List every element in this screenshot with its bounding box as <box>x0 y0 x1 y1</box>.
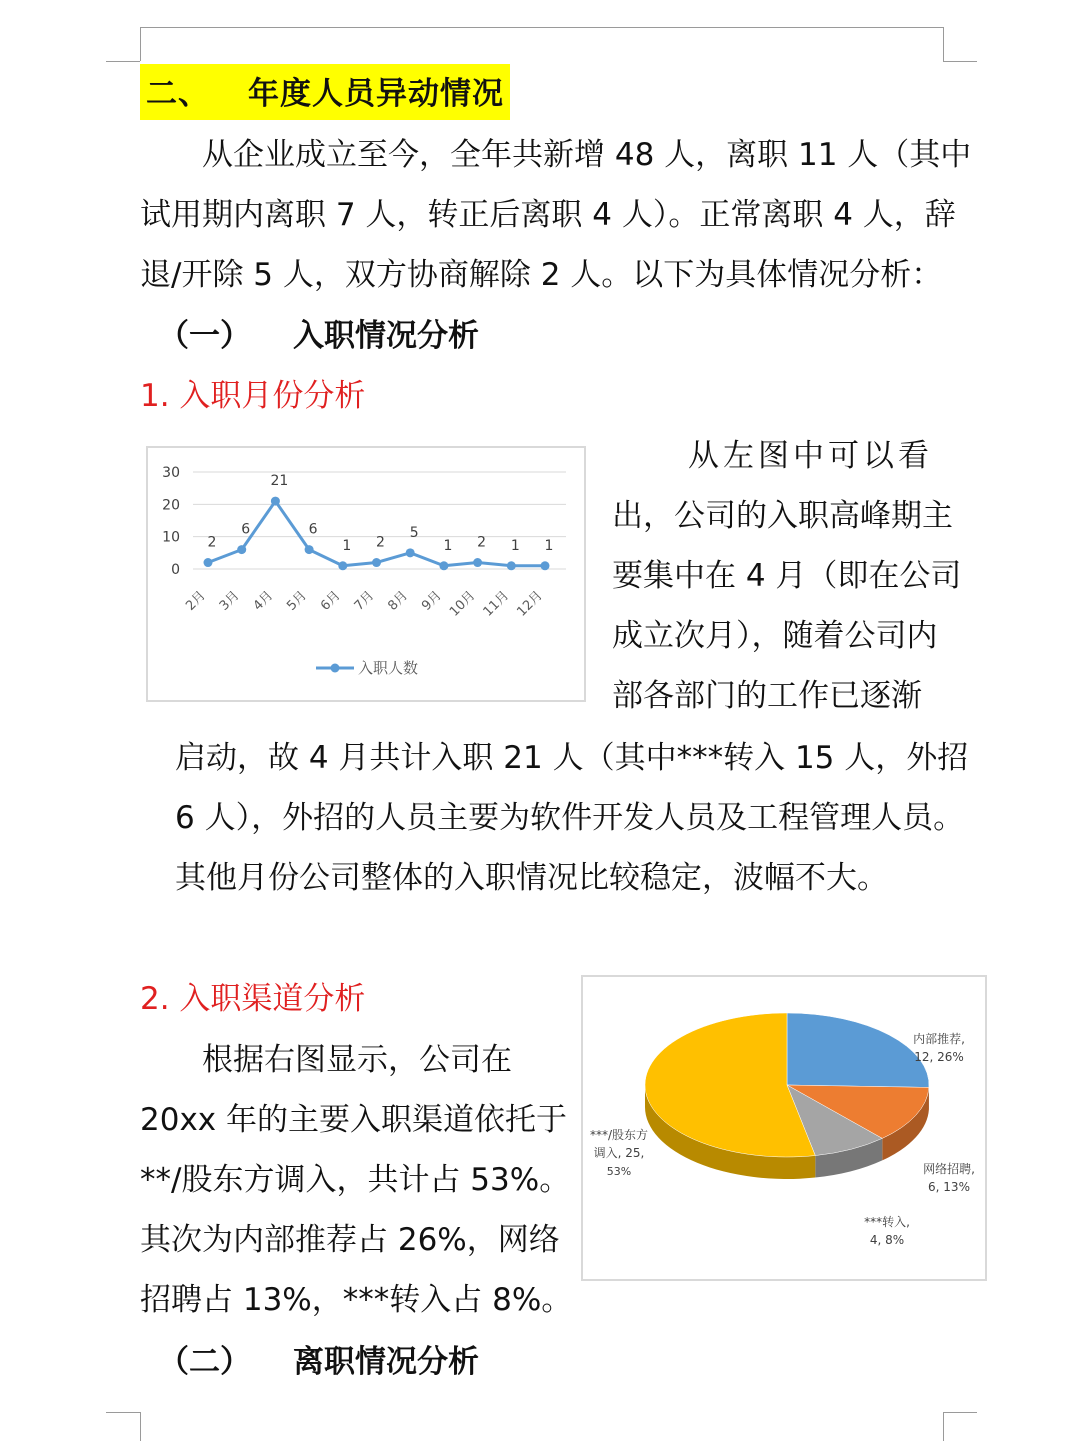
corner-mark <box>140 27 141 61</box>
pie-label: ***/股东方 <box>589 1128 649 1142</box>
side-line: 成立次月），随着公司内 <box>612 618 938 654</box>
side-line: 根据右图显示，公司在 <box>202 1042 512 1078</box>
corner-mark <box>943 27 944 61</box>
legend-label: 入职人数 <box>358 659 419 677</box>
subsection-title: 离职情况分析 <box>293 1344 479 1380</box>
x-tick-label: 12月 <box>514 588 546 620</box>
data-point <box>271 497 280 506</box>
corner-mark <box>943 1412 977 1413</box>
series-line <box>208 501 545 566</box>
y-tick-label: 0 <box>171 562 180 578</box>
data-label: 2 <box>376 534 385 551</box>
corner-mark <box>140 27 944 28</box>
side-line: 要集中在 4 月（即在公司 <box>612 558 962 594</box>
side-line: **/股东方调入，共计占 53%。 <box>140 1162 571 1198</box>
data-point <box>372 558 381 567</box>
data-label: 5 <box>409 524 419 541</box>
body-line: 启动，故 4 月共计入职 21 人（其中***转入 15 人，外招 <box>175 740 969 776</box>
pie-label: 内部推荐, <box>913 1032 965 1046</box>
pie-label: 6, 13% <box>928 1180 970 1194</box>
data-label: 21 <box>270 473 289 490</box>
corner-mark <box>106 61 140 62</box>
subsection-number: （一） <box>158 318 251 354</box>
x-tick-label: 3月 <box>216 588 243 614</box>
x-tick-label: 4月 <box>250 588 277 614</box>
pie-label: 4, 8% <box>869 1233 905 1247</box>
data-label: 6 <box>241 521 251 538</box>
side-line: 招聘占 13%，***转入占 8%。 <box>140 1282 573 1318</box>
x-tick-label: 8月 <box>385 588 412 614</box>
pie-label: 调入, 25, <box>593 1146 645 1160</box>
data-label: 1 <box>510 537 520 554</box>
line-chart-svg <box>148 448 584 700</box>
subsection-heading <box>158 1332 479 1392</box>
intro-paragraph <box>140 125 972 305</box>
data-point <box>406 548 415 557</box>
data-point <box>541 561 550 570</box>
side-line: 20xx 年的主要入职渠道依托于 <box>140 1102 567 1138</box>
pie-label: 网络招聘, <box>923 1162 975 1176</box>
body-line: 其他月份公司整体的入职情况比较稳定，波幅不大。 <box>175 860 888 896</box>
x-tick-label: 10月 <box>446 588 479 620</box>
hiring-channel-chart <box>581 975 987 1281</box>
side-line: 从左图中可以看 <box>688 438 933 474</box>
subsection-number: （二） <box>158 1344 251 1380</box>
data-point <box>439 561 448 570</box>
pie-label: ***转入, <box>864 1215 910 1229</box>
data-label: 2 <box>207 534 217 551</box>
subsection-title: 入职情况分析 <box>293 318 479 354</box>
corner-mark <box>140 1412 141 1441</box>
body-paragraph-1 <box>175 728 969 908</box>
x-tick-label: 2月 <box>183 588 209 614</box>
corner-mark <box>943 61 977 62</box>
x-tick-label: 11月 <box>480 588 513 620</box>
data-point <box>338 561 347 570</box>
heading-title: 年度人员异动情况 <box>248 76 504 112</box>
side-paragraph-2 <box>140 1030 580 1330</box>
pie-label: 12, 26% <box>914 1050 964 1064</box>
body-line: 6 人），外招的人员主要为软件开发人员及工程管理人员。 <box>175 800 965 836</box>
subsection-heading <box>158 306 479 366</box>
data-point <box>204 558 213 567</box>
heading-number: 二、 <box>146 76 210 112</box>
data-point <box>507 561 516 570</box>
pie-chart-svg <box>583 977 985 1279</box>
y-tick-label: 30 <box>162 465 180 481</box>
corner-mark <box>106 1412 140 1413</box>
monthly-hires-chart <box>146 446 586 702</box>
intro-line: 试用期内离职 7 人，转正后离职 4 人）。正常离职 4 人，辞 <box>140 197 956 233</box>
data-point <box>237 545 246 554</box>
data-label: 6 <box>308 521 318 538</box>
side-paragraph-1 <box>612 426 962 726</box>
analysis-title: 2. 入职渠道分析 <box>140 981 366 1017</box>
side-line: 其次为内部推荐占 26%，网络 <box>140 1222 560 1258</box>
intro-line: 退/开除 5 人，双方协商解除 2 人。以下为具体情况分析： <box>140 257 943 293</box>
pie-slice <box>787 1013 929 1087</box>
side-line: 部各部门的工作已逐渐 <box>612 678 922 714</box>
side-line: 出，公司的入职高峰期主 <box>612 498 953 534</box>
legend-marker <box>331 664 340 673</box>
intro-line: 从企业成立至今，全年共新增 48 人，离职 11 人（其中 <box>202 137 972 173</box>
data-point <box>305 545 314 554</box>
x-tick-label: 5月 <box>284 588 310 614</box>
analysis-title: 1. 入职月份分析 <box>140 378 366 414</box>
data-label: 1 <box>342 537 352 554</box>
y-tick-label: 10 <box>162 529 180 546</box>
x-tick-label: 9月 <box>419 588 445 614</box>
data-label: 1 <box>443 537 453 554</box>
data-label: 2 <box>477 534 487 551</box>
data-point <box>473 558 482 567</box>
section-heading <box>140 64 510 120</box>
data-label: 1 <box>544 537 554 554</box>
x-tick-label: 6月 <box>317 588 344 614</box>
pie-label: 53% <box>606 1165 632 1178</box>
corner-mark <box>943 1412 944 1441</box>
x-tick-label: 7月 <box>351 588 378 614</box>
y-tick-label: 20 <box>162 497 180 514</box>
